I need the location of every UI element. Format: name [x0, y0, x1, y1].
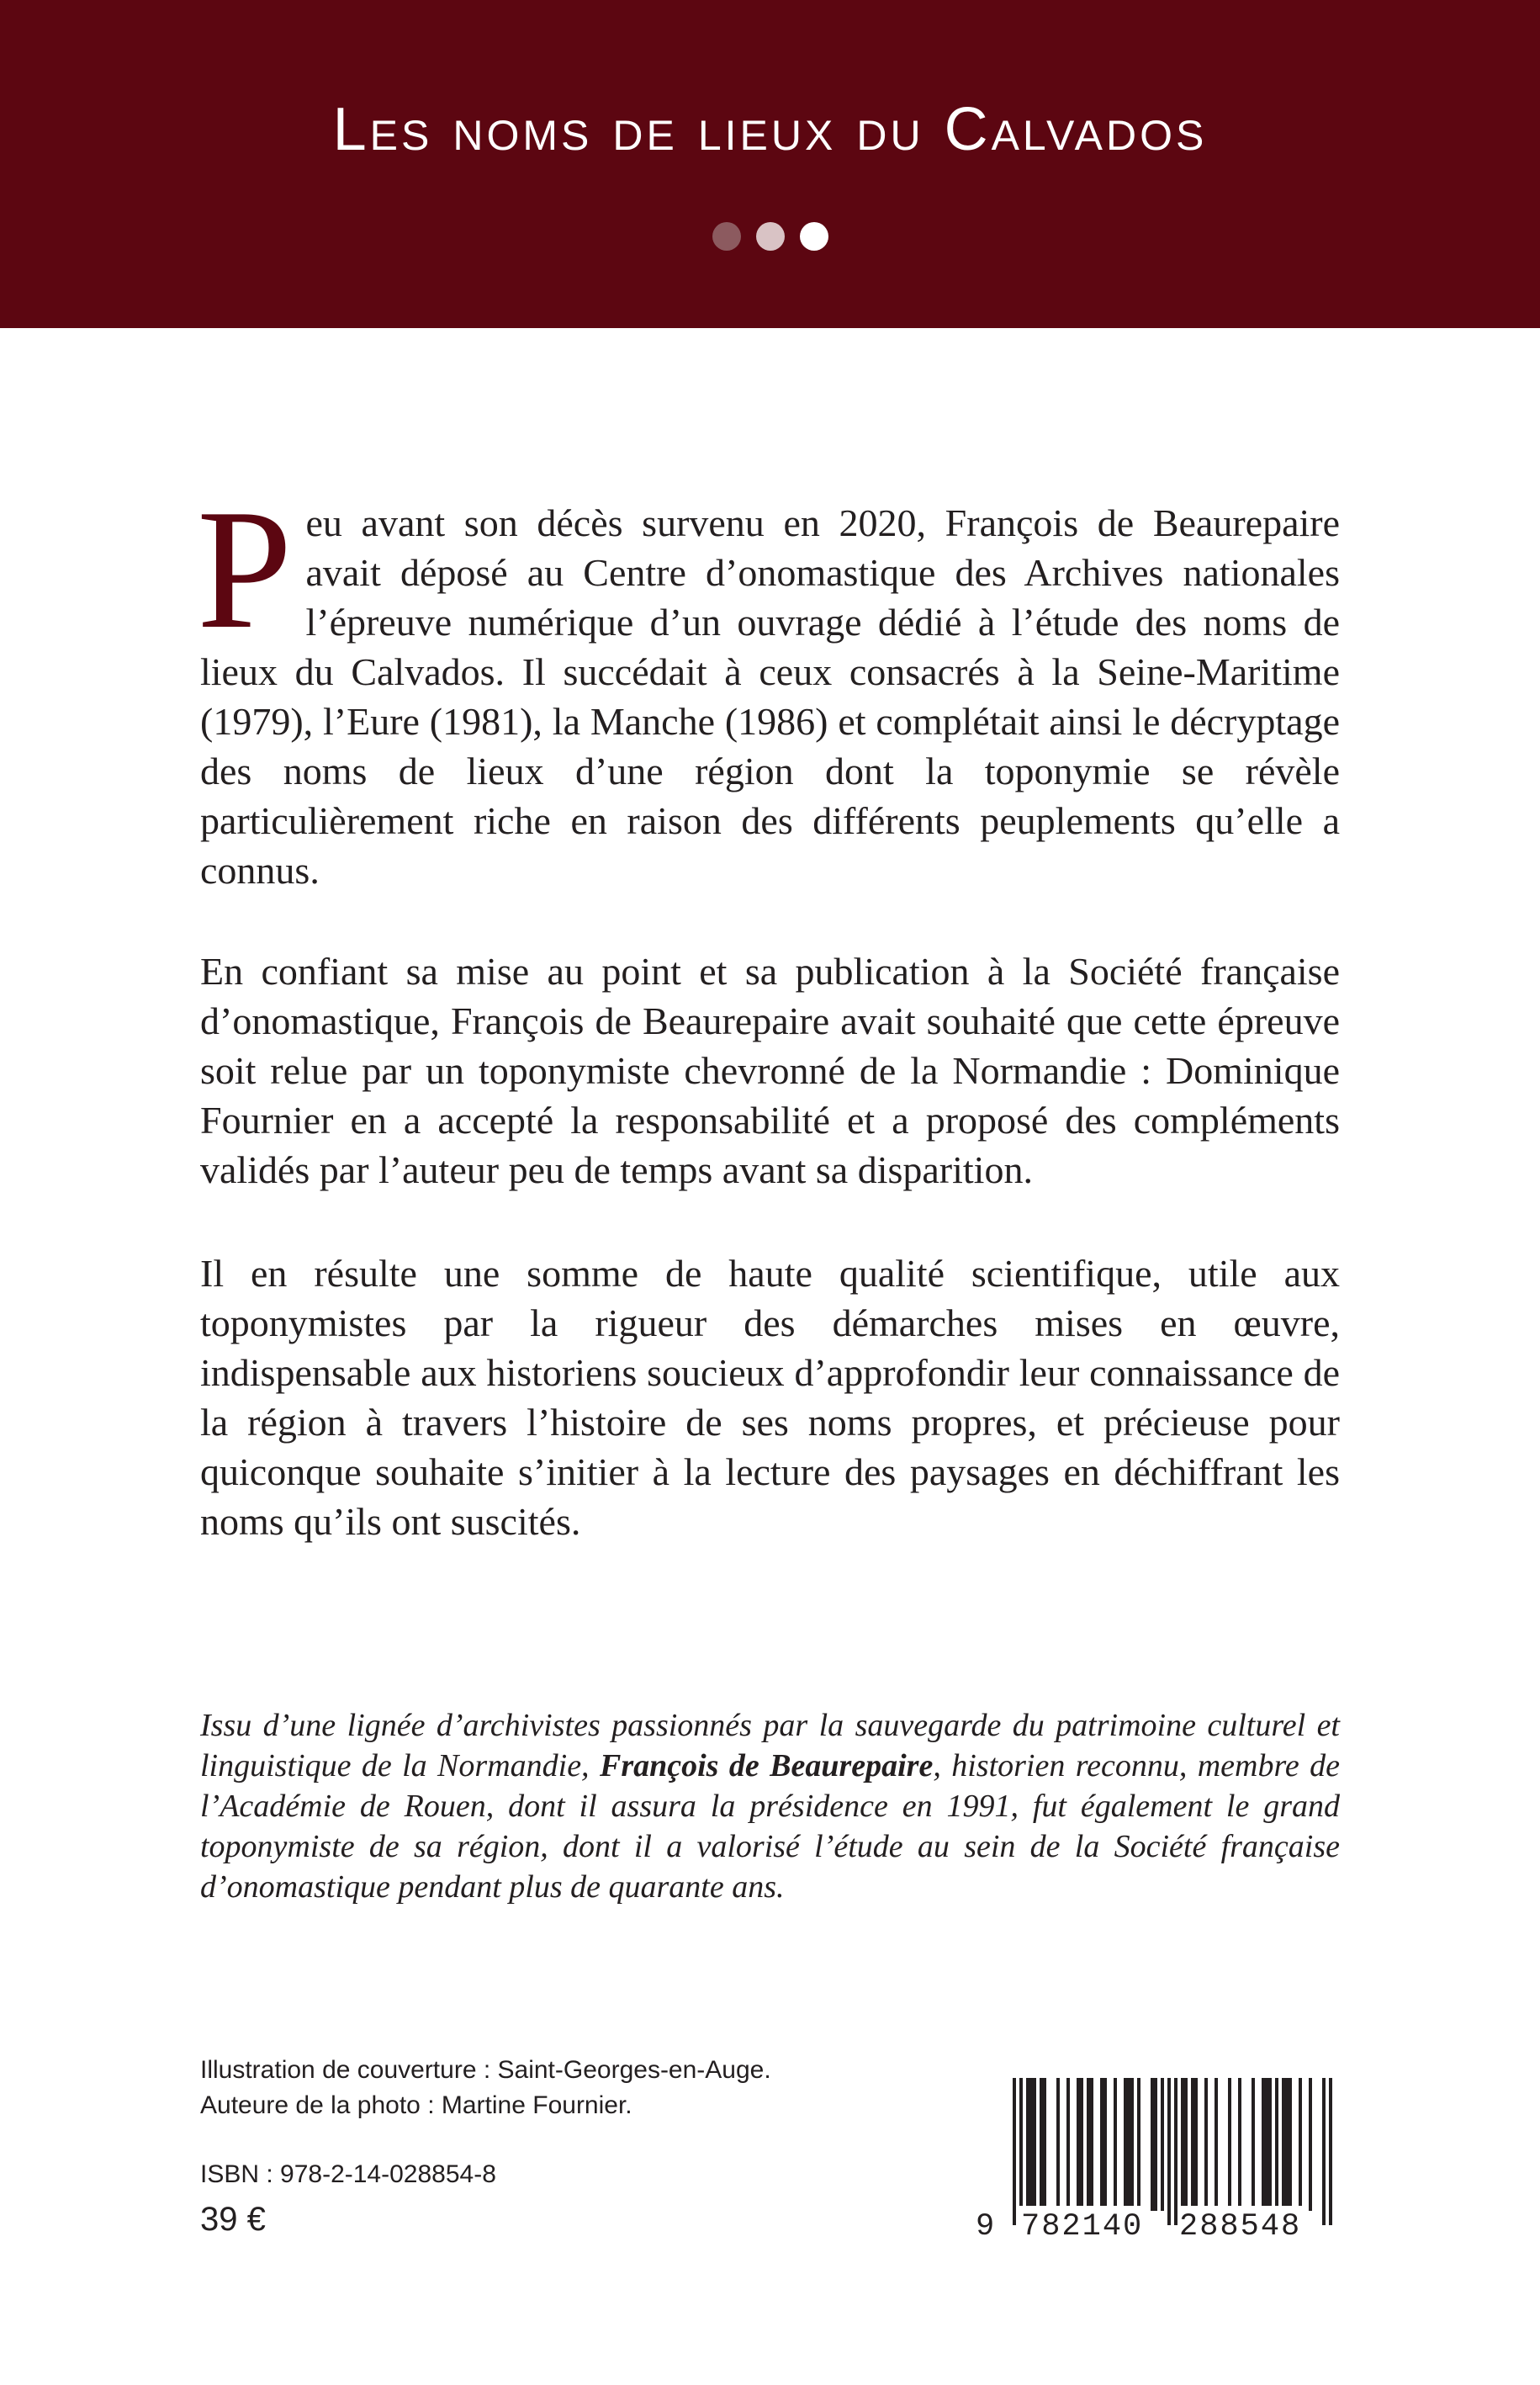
barcode-bar — [1026, 2078, 1029, 2211]
barcode-bar — [1194, 2078, 1198, 2211]
barcode-left-group: 782140 — [1019, 2206, 1145, 2248]
barcode-bar — [1114, 2078, 1117, 2211]
barcode-bars — [976, 2078, 1346, 2225]
isbn-number: ISBN : 978-2-14-028854-8 — [200, 2160, 496, 2188]
barcode-bar — [1322, 2078, 1326, 2225]
author-bio-rest: , historien reconnu, membre de l’Académie de Rouen, dont il assura la présidence en 1991, fut également le grand toponymiste de sa région, dont il a valorisé l’étude au sein de la Société française d’onomastique pendant plus de quarante ans. — [200, 1748, 1341, 1905]
barcode-bar — [1299, 2078, 1302, 2211]
decorative-dots — [0, 222, 1540, 251]
price: 39 € — [200, 2201, 266, 2238]
author-bio-intro: Issu d’une lignée d’archivistes passionnés par la sauvegarde du patrimoine culturel et linguistique de la Normandie, — [200, 1708, 1340, 1783]
cover-credits — [200, 2053, 771, 2123]
barcode-bar — [1309, 2078, 1312, 2211]
barcode-bar — [1228, 2078, 1231, 2211]
dot-3 — [800, 222, 828, 251]
barcode-bar — [1265, 2078, 1268, 2211]
barcode-bar — [1124, 2078, 1127, 2211]
barcode-bar — [1215, 2078, 1218, 2211]
barcode-bar — [1077, 2078, 1080, 2211]
barcode-bar — [1100, 2078, 1103, 2211]
barcode-bar — [1029, 2078, 1033, 2211]
barcode-bar — [1282, 2078, 1285, 2211]
paragraph-1 — [197, 474, 1340, 895]
dot-2 — [756, 222, 785, 251]
barcode-bar — [1204, 2078, 1208, 2211]
barcode-bar — [1080, 2078, 1083, 2211]
barcode-bar — [1268, 2078, 1272, 2211]
barcode-bar — [1019, 2078, 1023, 2225]
drop-cap: P — [197, 474, 293, 665]
dot-1 — [712, 222, 741, 251]
barcode-bar — [1329, 2078, 1332, 2225]
barcode-bar — [1033, 2078, 1036, 2211]
barcode-bar — [1262, 2078, 1265, 2211]
barcode-bar — [1252, 2078, 1255, 2211]
paragraph-2: En confiant sa mise au point et sa publication à la Société française d’onomastique, François de Beaurepaire avait souhaité que cette épreuve soit relue par un toponymiste chevronné de la Normandie : Dominique Fournier en a accepté la responsabilité et a proposé des compléments validés par l’auteur peu de temps avant sa disparition. — [200, 950, 1340, 1191]
barcode-bar — [1181, 2078, 1184, 2211]
barcode-bar — [1066, 2078, 1070, 2211]
author-bio — [200, 1705, 1340, 1907]
paragraph-3: Il en résulte une somme de haute qualité scientifique, utile aux toponymistes par la rigueur des démarches mises en œuvre, indispensable aux historiens soucieux d’approfondir leur connaissance de la région à travers l’histoire de ses noms propres, et précieuse pour quiconque souhaite s’initier à la lecture des paysages en déchiffrant les noms qu’ils ont suscités. — [200, 1252, 1340, 1543]
barcode-bar — [1275, 2078, 1278, 2211]
barcode-bar — [1285, 2078, 1289, 2211]
barcode-bar — [1161, 2078, 1164, 2211]
barcode-bar — [1040, 2078, 1043, 2211]
paragraph-1-text: eu avant son décès survenu en 2020, François de Beaurepaire avait déposé au Centre d’onomastique des Archives nationales l’épreuve numérique d’un ouvrage dédié à l’étude des noms de lieux du Calvados. Il succédait à ceux consacrés à la Seine-Maritime (1979), l’Eure (1981), la Manche (1986) et complétait ainsi le décryptage des noms de lieux d’une région dont la toponymie se révèle particulièrement riche en raison des différents peuplements qu’elle a connus. — [200, 501, 1340, 892]
barcode-bar — [1056, 2078, 1060, 2211]
author-name: François de Beaurepaire — [599, 1748, 934, 1783]
barcode-bar — [1130, 2078, 1134, 2211]
barcode-bar — [1174, 2078, 1177, 2225]
barcode-digits — [976, 2206, 1346, 2248]
barcode-bar — [1103, 2078, 1107, 2211]
barcode-bar — [1043, 2078, 1046, 2211]
barcode-bar — [1090, 2078, 1093, 2211]
barcode-bar — [1137, 2078, 1140, 2211]
barcode-bar — [1151, 2078, 1154, 2211]
barcode-bar — [1013, 2078, 1016, 2225]
barcode-bar — [1087, 2078, 1090, 2211]
barcode-bar — [1154, 2078, 1157, 2211]
header-band — [0, 0, 1540, 328]
barcode-bar — [1167, 2078, 1171, 2225]
illustration-credit: Illustration de couverture : Saint-Georges-en-Auge. — [200, 2056, 771, 2084]
barcode-bar — [1127, 2078, 1130, 2211]
barcode-bar — [1184, 2078, 1188, 2211]
barcode-bar — [1191, 2078, 1194, 2211]
barcode-bar — [1289, 2078, 1292, 2211]
barcode-bar — [1238, 2078, 1241, 2211]
barcode — [976, 2078, 1346, 2246]
barcode-first-digit: 9 — [976, 2209, 995, 2245]
barcode-right-group: 288548 — [1177, 2206, 1303, 2248]
cover-title: Les noms de lieux du Calvados — [332, 96, 1208, 163]
photo-credit: Auteure de la photo : Martine Fournier. — [200, 2091, 632, 2119]
